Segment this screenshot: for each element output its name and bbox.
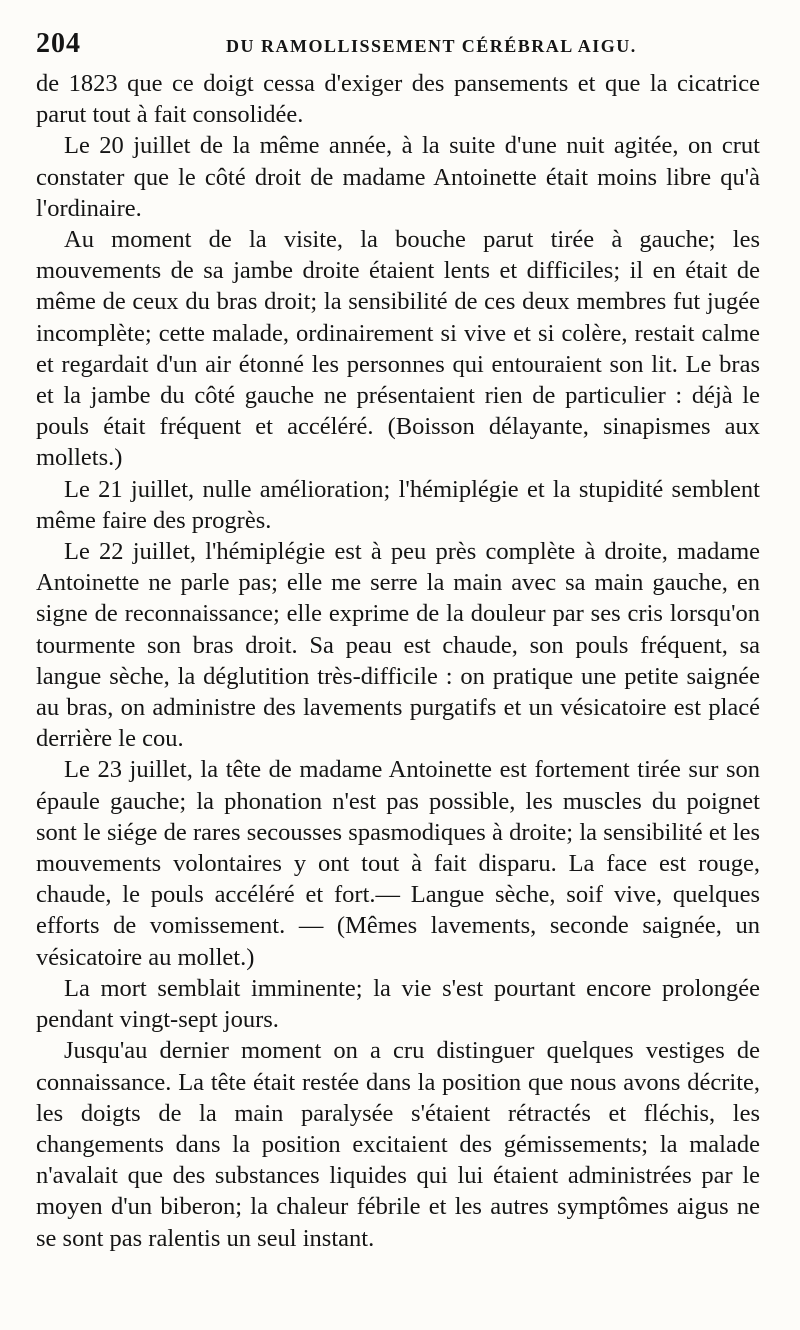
paragraph: Le 20 juillet de la même année, à la suite d'une nuit agitée, on crut constater que le côté droit de madame Antoinette était moins libre qu'à l'ordinaire.	[36, 132, 760, 222]
paragraph: Le 23 juillet, la tête de madame Antoinette est fortement tirée sur son épaule gauche; la phonation n'est pas possible, les muscles du poignet sont le siége de rares secousses spasmodiques à droite; la sensibilité et les mouvements volontaires y ont tout à fait disparu. La face est rouge, chaude, le pouls accéléré et fort.— Langue sèche, soif vive, quelques efforts de vomissement. — (Mêmes lavements, seconde saignée, un vésicatoire au mollet.)	[36, 756, 760, 971]
page-header	[36, 24, 776, 64]
paragraph: La mort semblait imminente; la vie s'est pourtant encore prolongée pendant vingt-sept jours.	[36, 974, 760, 1034]
paragraph: Au moment de la visite, la bouche parut tirée à gauche; les mouvements de sa jambe droite étaient lents et difficiles; il en était de même de ceux du bras droit; la sensibilité de ces deux membres fut jugée incomplète; cette malade, ordinairement si vive et si colère, restait calme et regardait d'un air étonné les personnes qui entouraient son lit. Le bras et la jambe du côté gauche ne présentaient rien de particulier : déjà le pouls était fréquent et accéléré. (Boisson délayante, sinapismes aux mollets.)	[36, 226, 760, 472]
body-text	[36, 68, 760, 1254]
running-title: DU RAMOLLISSEMENT CÉRÉBRAL AIGU.	[226, 36, 637, 56]
paragraph: Le 21 juillet, nulle amélioration; l'hémiplégie et la stupidité semblent même faire des progrès.	[36, 475, 760, 534]
paragraph: Jusqu'au dernier moment on a cru distinguer quelques vestiges de connaissance. La tête était restée dans la position que nous avons décrite, les doigts de la main paralysée s'étaient rétractés et fléchis, les changements dans la position excitaient des gémissements; la malade n'avalait que des substances liquides qui lui étaient administrées par le moyen d'un biberon; la chaleur fébrile et les autres symptômes aigus ne se sont pas ralentis un seul instant.	[36, 1037, 760, 1252]
paragraph: Le 22 juillet, l'hémiplégie est à peu près complète à droite, madame Antoinette ne parle pas; elle me serre la main avec sa main gauche, en signe de reconnaissance; elle exprime de la douleur par ses cris lorsqu'on tourmente son bras droit. Sa peau est chaude, son pouls fréquent, sa langue sèche, la déglutition très-difficile : on pratique une petite saignée au bras, on administre des lavements purgatifs et un vésicatoire est placé derrière le cou.	[36, 538, 760, 753]
page-number: 204	[36, 28, 81, 59]
paragraph: de 1823 que ce doigt cessa d'exiger des pansements et que la cicatrice parut tout à fait consolidée.	[36, 70, 760, 129]
